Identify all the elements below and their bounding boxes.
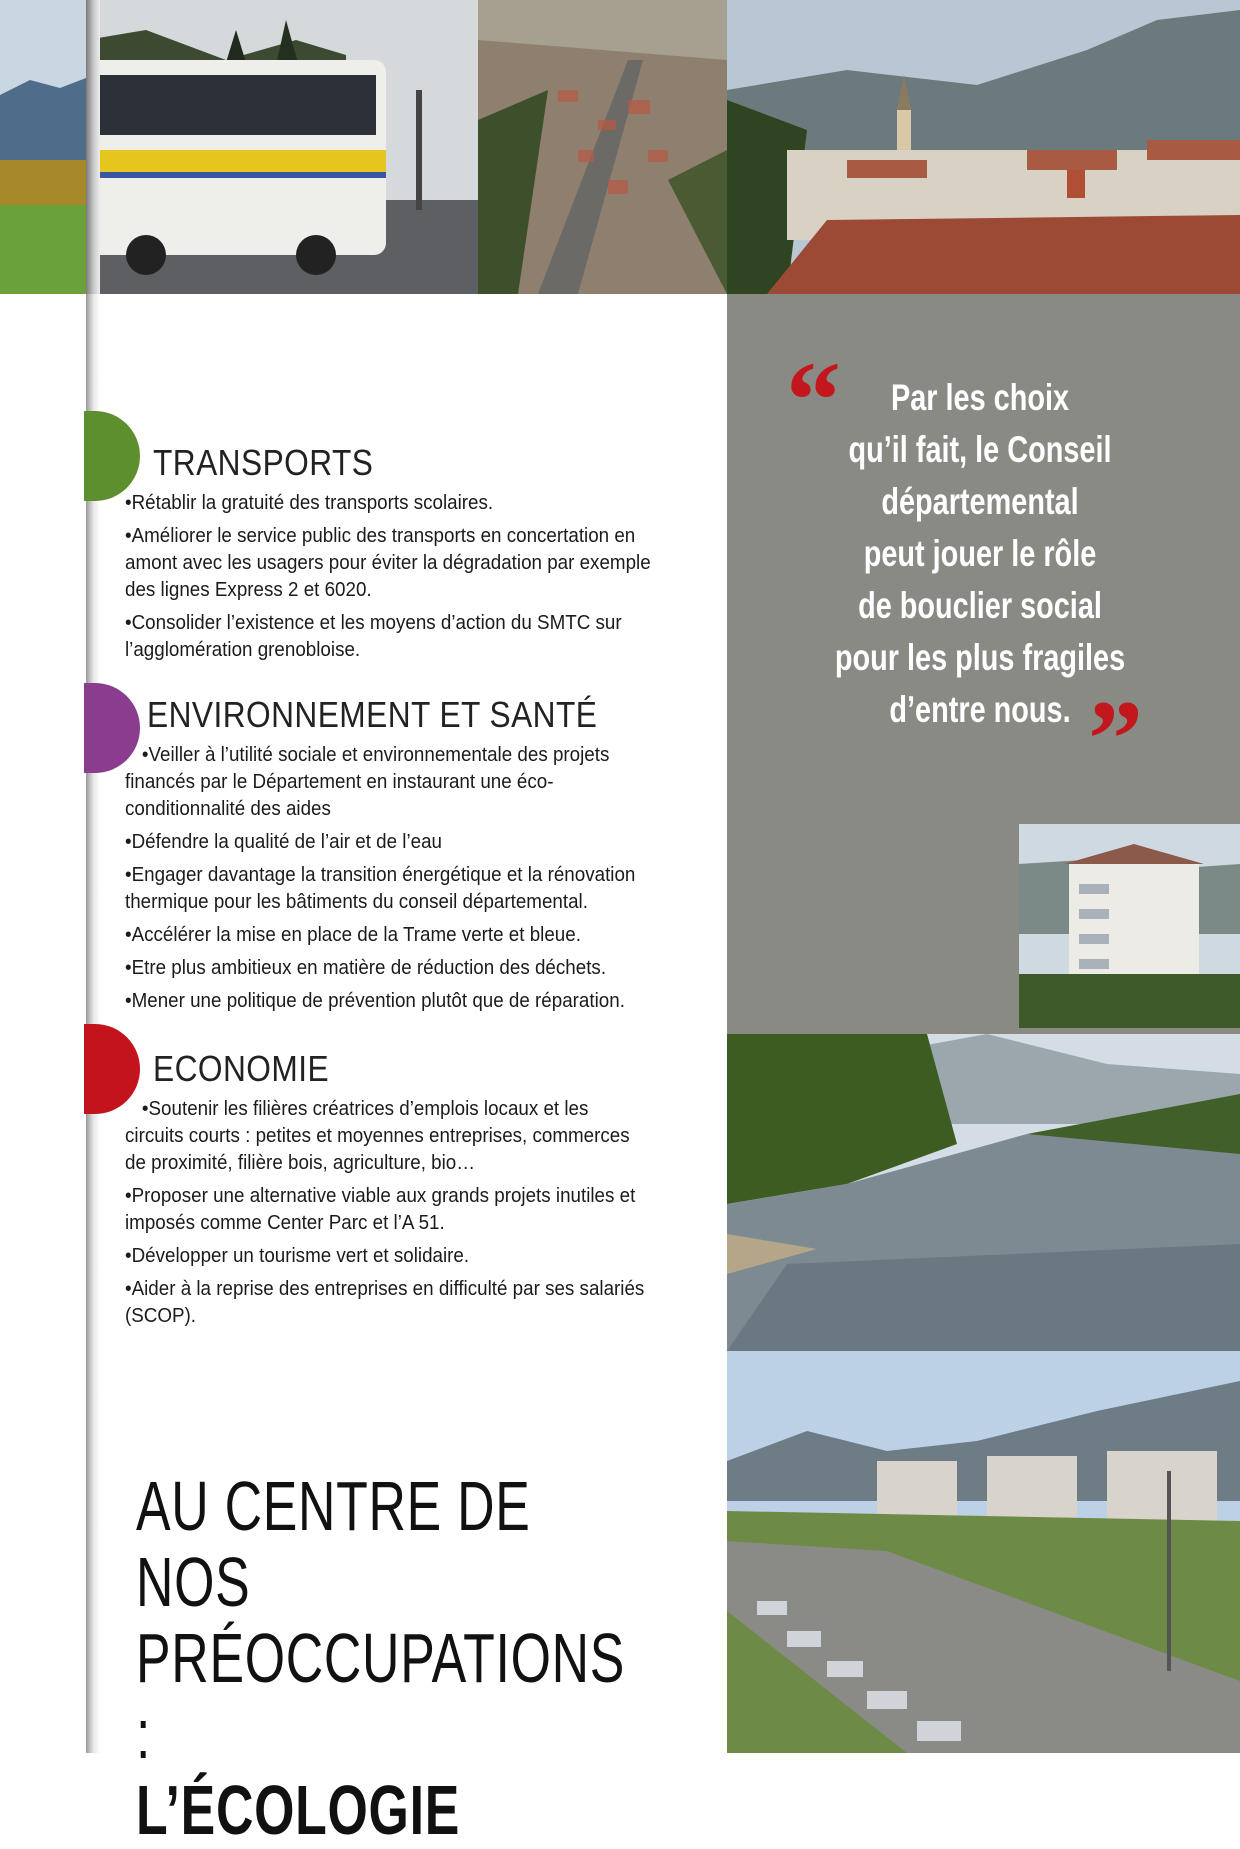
section-title-economie: ECONOMIE [153, 1048, 330, 1089]
list-item: • Proposer une alternative viable aux grands projets inutiles et imposés comme Center Parc et l’A 51. [125, 1183, 651, 1237]
quote-line: pour les plus fragiles [834, 637, 1126, 678]
list-item: • Veiller à l’utilité sociale et environnementale des projets financés par le Département en instaurant une éco-conditionnalité des aides [125, 742, 651, 823]
photo-village-church [727, 0, 1240, 294]
list-item: • Améliorer le service public des transports en concertation en amont avec les usagers pour éviter la dégradation par exemple des lignes Express 2 et 6020. [125, 523, 651, 604]
headline-line-2: PRÉOCCUPATIONS : [136, 1619, 626, 1773]
list-item: • Consolider l’existence et les moyens d’action du SMTC sur l’agglomération grenobloise. [125, 610, 651, 664]
quote-line: d’entre nous. [889, 689, 1071, 730]
list-item: • Mener une politique de prévention plutôt que de réparation. [125, 988, 651, 1015]
headline-line-1: AU CENTRE DE NOS [136, 1467, 531, 1621]
list-item: • Engager davantage la transition énergétique et la rénovation thermique pour les bâtiments du conseil départemental. [125, 862, 651, 916]
list-item: • Accélérer la mise en place de la Trame verte et bleue. [125, 922, 651, 949]
page-headline [136, 1467, 626, 1849]
section-title-environnement: ENVIRONNEMENT ET SANTÉ [147, 694, 598, 735]
section-marker-transports [84, 411, 140, 501]
photo-mountain-field [0, 0, 86, 294]
quote-line: peut jouer le rôle [863, 533, 1097, 574]
spine-shadow-top [86, 0, 100, 294]
environnement-list [125, 742, 651, 1021]
headline-line-3: L’ÉCOLOGIE [136, 1771, 460, 1849]
list-item: • Etre plus ambitieux en matière de réduction des déchets. [125, 955, 651, 982]
photo-apartment-building [1019, 824, 1240, 1028]
quote-line: qu’il fait, le Conseil [848, 429, 1112, 470]
list-item: • Défendre la qualité de l’air et de l’eau [125, 829, 651, 856]
section-title-transports: TRANSPORTS [153, 442, 374, 483]
list-item: • Aider à la reprise des entreprises en difficulté par ses salariés (SCOP). [125, 1276, 651, 1330]
photo-river [727, 1034, 1240, 1351]
quote-open-mark: “ [786, 339, 841, 461]
quote-line: de bouclier social [858, 585, 1102, 626]
list-item: • Soutenir les filières créatrices d’emplois locaux et les circuits courts : petites et moyennes entreprises, commerces de proximité, filière bois, agriculture, bio… [125, 1096, 651, 1177]
photo-aerial-town [478, 0, 727, 294]
quote-close-mark: ” [1088, 678, 1143, 800]
photo-city-road [727, 1351, 1240, 1753]
list-item: • Rétablir la gratuité des transports scolaires. [125, 490, 651, 517]
transports-list [125, 490, 651, 670]
list-item: • Développer un tourisme vert et solidaire. [125, 1243, 651, 1270]
photo-bus [86, 0, 478, 294]
economie-list [125, 1096, 651, 1336]
quote-line: Par les choix [890, 377, 1070, 418]
quote-text [832, 372, 1128, 736]
quote-line: départemental [881, 481, 1079, 522]
